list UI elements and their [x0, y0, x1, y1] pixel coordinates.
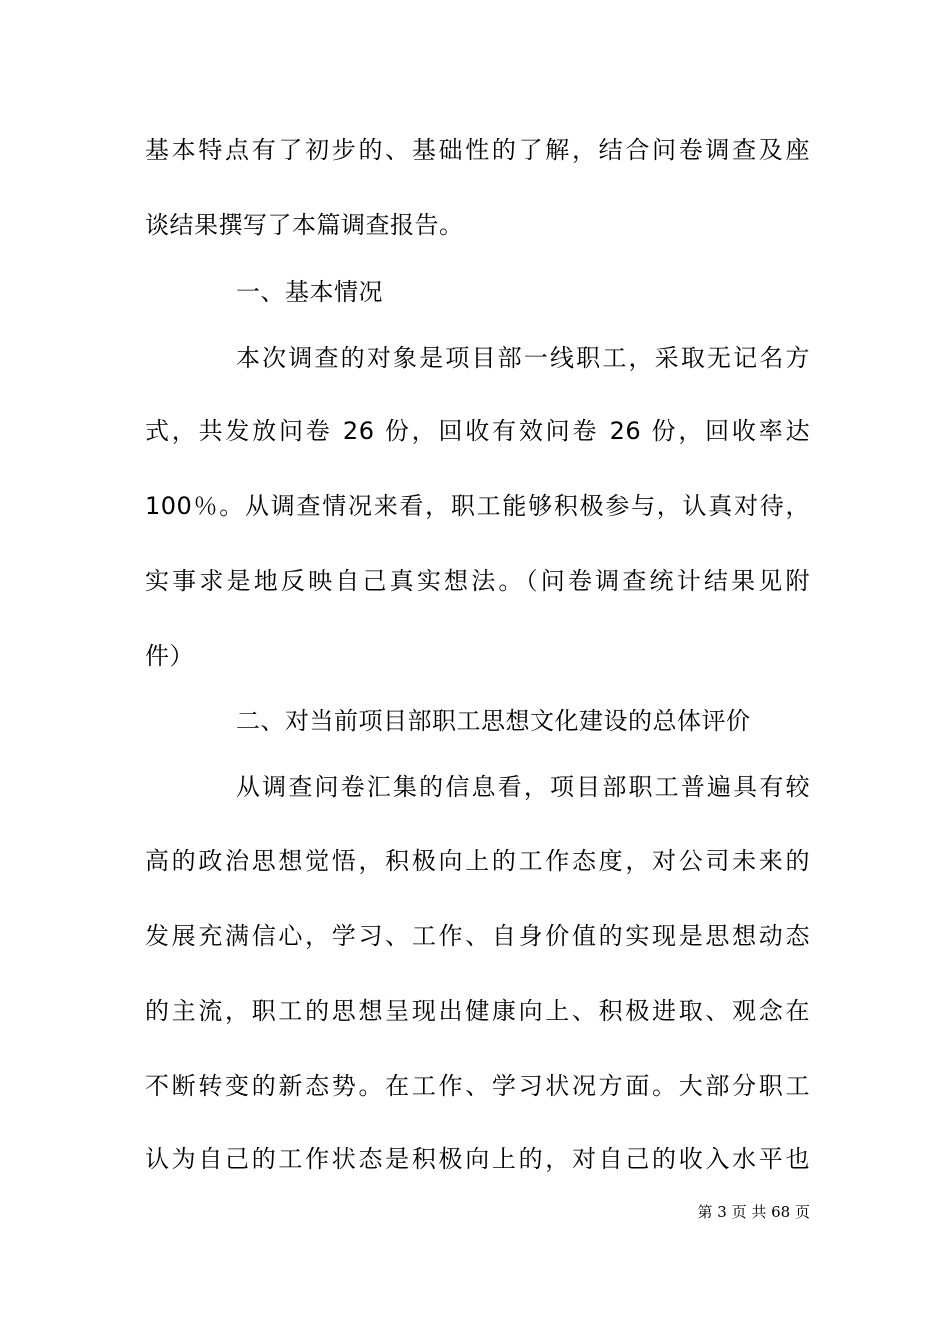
text-line: 实事求是地反映自己真实想法。（问卷调查统计结果见附	[145, 567, 810, 595]
text-line: 认为自己的工作状态是积极向上的，对自己的收入水平也	[145, 1145, 810, 1173]
text-line: 从调查问卷汇集的信息看，项目部职工普遍具有较	[236, 773, 810, 801]
text-line: 基本特点有了初步的、基础性的了解，结合问卷调查及座	[145, 136, 810, 164]
text-line: 高的政治思想觉悟，积极向上的工作态度，对公司未来的	[145, 847, 810, 875]
text-line: 100％。从调查情况来看，职工能够积极参与，认真对待，	[145, 492, 810, 520]
section-heading: 一、基本情况	[236, 278, 383, 306]
text-line: 件）	[145, 642, 194, 670]
text-line: 不断转变的新态势。在工作、学习状况方面。大部分职工	[145, 1072, 810, 1100]
section-heading: 二、对当前项目部职工思想文化建设的总体评价	[236, 707, 751, 735]
text-line: 发展充满信心，学习、工作、自身价值的实现是思想动态	[145, 922, 810, 950]
page-number-footer: 第 3 页 共 68 页	[697, 1203, 810, 1221]
text-line: 式，共发放问卷 26 份，回收有效问卷 26 份，回收率达	[145, 417, 810, 445]
text-line: 本次调查的对象是项目部一线职工，采取无记名方	[236, 344, 810, 372]
text-line: 的主流，职工的思想呈现出健康向上、积极进取、观念在	[145, 997, 810, 1025]
text-line: 谈结果撰写了本篇调查报告。	[145, 211, 464, 239]
